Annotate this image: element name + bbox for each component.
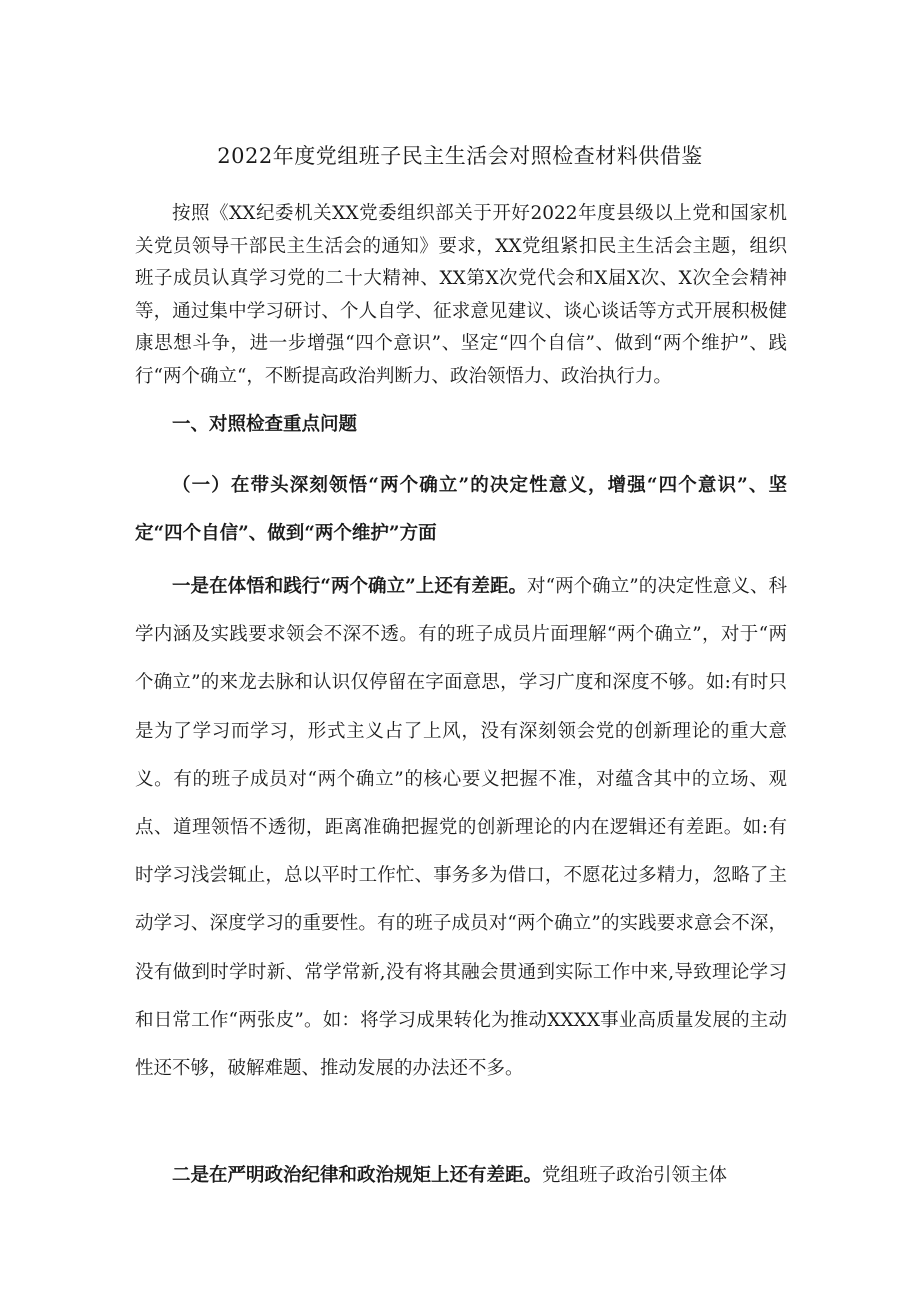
document-title: 2022年度党组班子民主生活会对照检查材料供借鉴 xyxy=(217,144,703,168)
intro-paragraph: 按照《XX纪委机关XX党委组织部关于开好2022年度县级以上党和国家机关党员领导干部民主生活会的通知》要求，XX党组紧扣民主生活会主题，组织班子成员认真学习党的二十大精神、XX第X次党代会和X届X次、X次全会精神等，通过集中学习研讨、个人自学、征求意见建议、谈心谈话等方式开展积极健康思想斗争，进一步增强“四个意识”、坚定“四个自信”、做到“两个维护”、践行“两个确立“，不断提高政治判断力、政治领悟力、政治执行力。 xyxy=(135,203,787,387)
point-two-body: 党组班子政治引领主体 xyxy=(542,1165,728,1186)
section-heading: 一、对照检查重点问题 xyxy=(172,414,358,435)
point-two-paragraph xyxy=(135,1152,787,1200)
point-one-paragraph xyxy=(135,563,787,1093)
point-one-lead: 一是在体悟和践行“两个确立”上还有差距。 xyxy=(172,576,528,597)
subsection-heading: （一）在带头深刻领悟“两个确立”的决定性意义，增强“四个意识”、坚定“四个自信”、做到“两个维护”方面 xyxy=(135,475,787,544)
point-one-body: 对“两个确立”的决定性意义、科学内涵及实践要求领会不深不透。有的班子成员片面理解“两个确立”，对于“两个确立”的来龙去脉和认识仅停留在字面意思，学习广度和深度不够。如:有时只是为了学习而学习，形式主义占了上风，没有深刻领会党的创新理论的重大意义。有的班子成员对“两个确立”的核心要义把握不准，对蕴含其中的立场、观点、道理领悟不透彻，距离准确把握党的创新理论的内在逻辑还有差距。如:有时学习浅尝辄止，总以平时工作忙、事务多为借口，不愿花过多精力，忽略了主动学习、深度学习的重要性。有的班子成员对“两个确立”的实践要求意会不深，没有做到时学时新、常学常新,没有将其融会贯通到实际工作中来,导致理论学习和日常工作“两张皮”。如：将学习成果转化为推动XXXX事业高质量发展的主动性还不够，破解难题、推动发展的办法还不多。 xyxy=(135,576,787,1080)
point-two-lead: 二是在严明政治纪律和政治规矩上还有差距。 xyxy=(172,1165,543,1186)
